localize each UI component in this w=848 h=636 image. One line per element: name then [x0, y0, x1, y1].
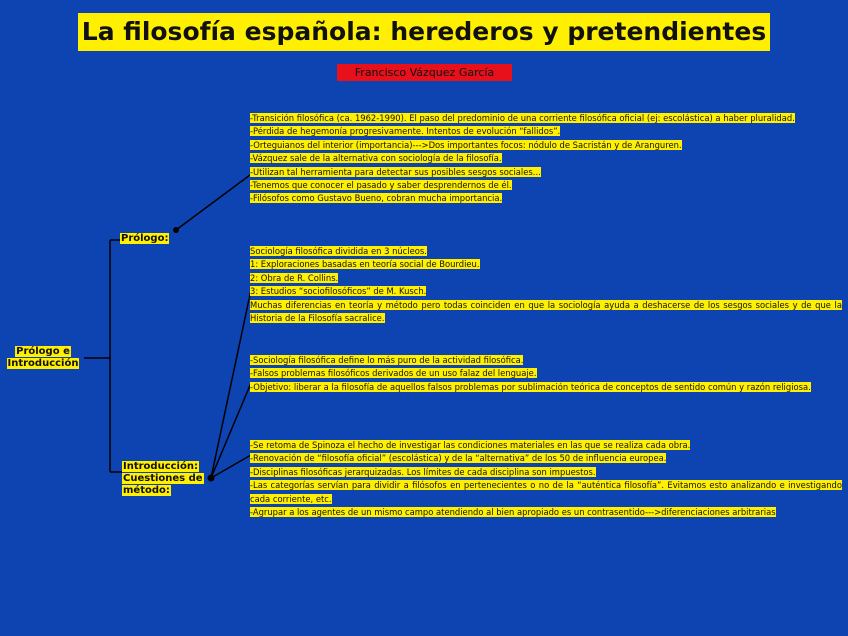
list-item: -Se retoma de Spinoza el hecho de investigar las condiciones materiales en las que se realiza cada obra.: [250, 440, 691, 450]
root-label-line1: Prólogo e: [16, 346, 70, 357]
list-item: -Filósofos como Gustavo Bueno, cobran mucha importancia.: [250, 193, 503, 204]
prologo-label: Prólogo:: [121, 233, 169, 244]
list-item: -Transición filosófica (ca. 1962-1990). El paso del predominio de una corriente filosófica oficial (ej: escolástica) a haber pluralidad.: [250, 113, 795, 123]
list-item: -Pérdida de hegemonía progresivamente. Intentos de evolución “fallidos”.: [250, 126, 561, 137]
list-item: -Vázquez sale de la alternativa con sociología de la filosofía.: [250, 153, 502, 164]
list-item: 3: Estudios “sociofilosóficos” de M. Kusch.: [250, 286, 427, 297]
prologo-box-line: [176, 175, 250, 230]
prologo-text-box[interactable]: [250, 112, 842, 206]
intro-label-line2: Cuestiones de: [123, 473, 203, 484]
list-item: Sociología filosófica dividida en 3 núcleos.: [250, 246, 427, 256]
prologo-node[interactable]: [120, 233, 169, 245]
list-item: -Tenemos que conocer el pasado y saber desprendernos de él.: [250, 180, 512, 191]
intro-box1-line: [211, 290, 251, 478]
intro-text-box-1[interactable]: [250, 245, 842, 325]
list-item: -Disciplinas filosóficas jerarquizadas. Los límites de cada disciplina son impuestos.: [250, 466, 596, 477]
list-item: 1: Exploraciones basadas en teoría social de Bourdieu.: [250, 259, 480, 270]
intro-text-box-2[interactable]: [250, 354, 842, 394]
list-item: Muchas diferencias en teoría y método pero todas coinciden en que la sociología ayuda a deshacerse de los sesgos sociales y de que la Historia de la Filosofía sacralice.: [250, 299, 842, 324]
list-item: -Agrupar a los agentes de un mismo campo atendiendo al bien apropiado es un contrasentido--->diferenciaciones arbitrarias: [250, 507, 776, 518]
intro-label-line3: método:: [123, 485, 170, 496]
prologo-dot: [173, 227, 179, 233]
root-label-line2: Introducción: [7, 358, 79, 369]
intro-node[interactable]: [122, 461, 218, 497]
intro-label-line1: Introducción:: [123, 461, 198, 472]
list-item: -Objetivo: liberar a la filosofía de aquellos falsos problemas por sublimación teórica de conceptos de sentido común y razón religiosa.: [250, 381, 811, 392]
list-item: -Utilizan tal herramienta para detectar sus posibles sesgos sociales...: [250, 166, 541, 177]
list-item: -Renovación de “filosofía oficial” (escolástica) y de la “alternativa” de los 50 de influencia europea.: [250, 453, 667, 464]
author-label: Francisco Vázquez García: [337, 64, 512, 81]
list-item: -Las categorías servían para dividir a filósofos en pertenecientes o no de la “auténtica filosofía”. Evitamos esto analizando e investigando cada corriente, etc.: [250, 480, 842, 504]
list-item: -Sociología filosófica define lo más puro de la actividad filosófica.: [250, 355, 524, 365]
root-node[interactable]: [3, 346, 83, 370]
list-item: -Falsos problemas filosóficos derivados de un uso falaz del lenguaje.: [250, 368, 537, 379]
list-item: -Orteguianos del interior (importancia)--->Dos importantes focos: nódulo de Sacristán y de Aranguren.: [250, 139, 682, 150]
page-title: La filosofía española: herederos y pretendientes: [78, 13, 770, 51]
intro-text-box-3[interactable]: [250, 439, 842, 519]
list-item: 2: Obra de R. Collins.: [250, 272, 339, 283]
